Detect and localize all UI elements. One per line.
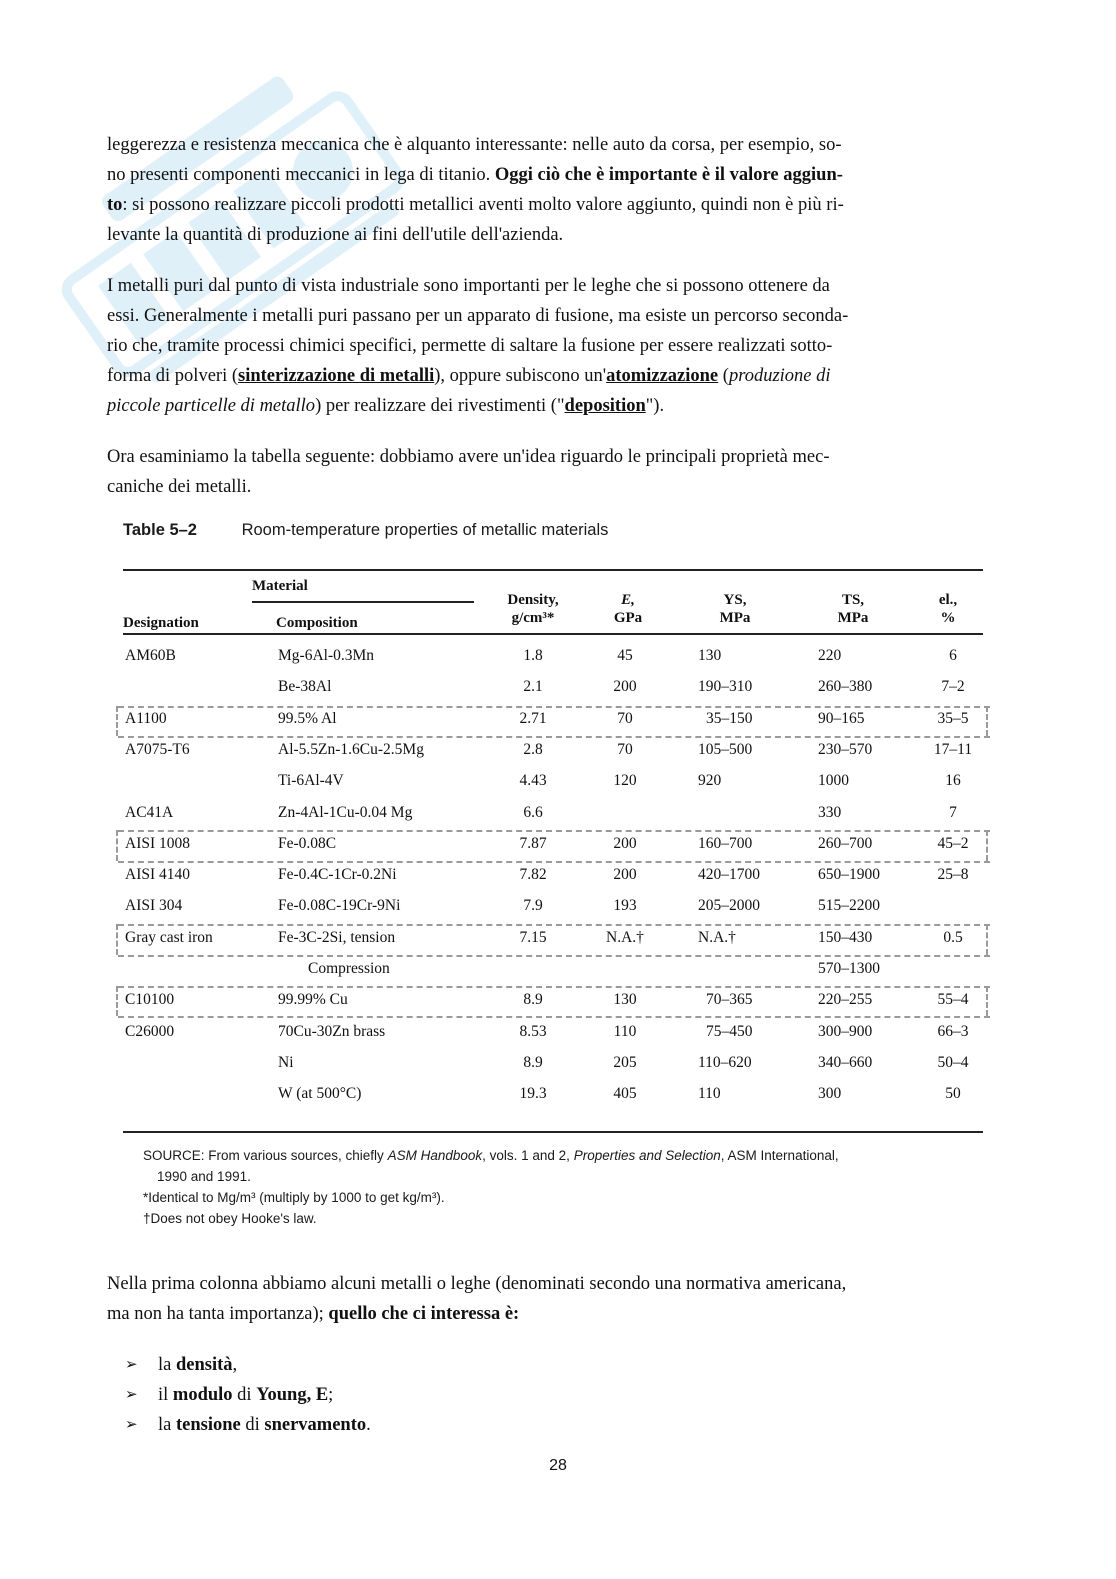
cell-ts: 150–430 — [818, 928, 873, 946]
cell-composition: Mg-6Al-0.3Mn — [278, 647, 375, 664]
text-line: leggerezza e resistenza meccanica che è alquanto interessante: nelle auto da corsa, per esempio, so- — [107, 135, 842, 155]
cell-density: 2.8 — [523, 740, 543, 758]
text-line: Ora esaminiamo la tabella seguente: dobbiamo avere un'idea riguardo le principali proprietà mec- — [107, 447, 830, 467]
table-source-notes — [143, 1145, 963, 1229]
cell-ys: 420–1700 — [698, 866, 760, 884]
highlight-dash — [118, 924, 990, 926]
cell-e: 405 — [613, 1085, 637, 1103]
cell-ts: 515–2200 — [818, 897, 880, 915]
cell-composition: 99.5% Al — [278, 709, 337, 727]
cell-composition: Zn-4Al-1Cu-0.04 Mg — [278, 803, 413, 821]
cell-designation: C26000 — [125, 1022, 175, 1040]
cell-designation: Gray cast iron — [125, 928, 213, 946]
header-composition: Composition — [276, 615, 358, 631]
cell-ys: 190–310 — [698, 678, 753, 696]
cell-designation: A7075-T6 — [125, 740, 190, 758]
highlight-dash — [116, 830, 118, 861]
cell-density: 7.9 — [523, 897, 543, 915]
cell-ys: 205–2000 — [698, 897, 760, 915]
cell-density: 7.15 — [519, 928, 547, 946]
arrow-bullet-icon: ➢ — [125, 1387, 138, 1403]
cell-ts: 570–1300 — [818, 960, 880, 977]
cell-composition: Fe-0.08C-19Cr-9Ni — [278, 897, 401, 915]
cell-density: 19.3 — [519, 1085, 547, 1103]
cell-composition: Ni — [278, 1053, 294, 1071]
text-line: no presenti componenti meccanici in lega di titanio. Oggi ciò che è importante è il valore aggiun- — [107, 165, 843, 185]
paragraph-table-intro — [107, 442, 1010, 502]
paragraph-first-column — [107, 1269, 1010, 1329]
cell-density: 2.1 — [523, 678, 543, 696]
table-top-rule — [123, 569, 983, 571]
cell-el: 16 — [945, 772, 961, 790]
text-line: caniche dei metalli. — [107, 477, 252, 497]
text-line: essi. Generalmente i metalli puri passano per un apparato di fusione, ma esiste un percorso seconda- — [107, 306, 849, 326]
cell-designation: AISI 1008 — [125, 834, 191, 852]
cell-el: 25–8 — [937, 866, 969, 884]
cell-density: 7.82 — [519, 866, 547, 884]
header-material: Material — [252, 578, 308, 594]
cell-ts: 340–660 — [818, 1053, 873, 1071]
table-bottom-rule — [123, 1131, 983, 1133]
list-item — [125, 1410, 371, 1440]
list-item-text: la densità, — [158, 1355, 238, 1375]
header-tensile-strength: TS, MPa — [837, 592, 869, 626]
cell-e: 200 — [613, 866, 637, 884]
source-line: SOURCE: From various sources, chiefly ASM Handbook, vols. 1 and 2, Properties and Selection, ASM International, — [143, 1148, 839, 1163]
list-item-text: la tensione di snervamento. — [158, 1415, 371, 1435]
text-line: rio che, tramite processi chimici specifici, permette di saltare la fusione per essere realizzati sotto- — [107, 336, 833, 356]
cell-el: 6 — [949, 647, 957, 664]
cell-el: 7–2 — [941, 678, 965, 696]
cell-e: 120 — [613, 772, 637, 790]
cell-ys: 75–450 — [706, 1022, 753, 1040]
cell-ts: 260–700 — [818, 834, 873, 852]
cell-composition: Be-38Al — [278, 678, 332, 696]
cell-density: 7.87 — [519, 834, 547, 852]
cell-ys: 110–620 — [698, 1053, 752, 1071]
cell-el: 66–3 — [937, 1022, 969, 1040]
cell-density: 4.43 — [519, 772, 547, 790]
highlight-dash — [986, 986, 988, 1016]
cell-density: 8.53 — [519, 1022, 547, 1040]
cell-e: 110 — [613, 1022, 637, 1040]
list-item — [125, 1380, 371, 1410]
highlight-dash — [118, 986, 990, 988]
table-header-rule — [123, 633, 983, 635]
highlight-dash — [116, 706, 118, 736]
term-deposition: deposition — [564, 396, 646, 416]
cell-ts: 1000 — [818, 772, 849, 790]
highlight-dash — [118, 1016, 990, 1018]
highlight-dash — [118, 830, 990, 832]
cell-e: 200 — [613, 834, 637, 852]
cell-ys: 160–700 — [698, 834, 753, 852]
highlight-dash — [118, 955, 990, 957]
cell-ts: 220–255 — [818, 991, 873, 1009]
table-title: Room-temperature properties of metallic materials — [241, 521, 609, 539]
term-atomizzazione: atomizzazione — [606, 366, 719, 386]
text-line: levante la quantità di produzione ai fini dell'utile dell'azienda. — [107, 225, 564, 245]
header-density: Density, g/cm³* — [507, 592, 559, 626]
list-item-text: il modulo di Young, E; — [158, 1385, 334, 1405]
cell-ts: 90–165 — [818, 709, 865, 727]
cell-ys: 110 — [698, 1085, 721, 1103]
cell-el: 17–11 — [933, 740, 973, 758]
arrow-bullet-icon: ➢ — [125, 1417, 138, 1433]
highlight-dash — [118, 736, 990, 738]
source-line: 1990 and 1991. — [157, 1169, 251, 1184]
highlight-dash — [116, 986, 118, 1016]
term-sinterizzazione: sinterizzazione di metalli — [238, 366, 435, 386]
cell-ys: 130 — [698, 647, 722, 664]
cell-density: 8.9 — [523, 991, 543, 1009]
header-designation: Designation — [123, 615, 199, 631]
highlight-dash — [986, 706, 988, 736]
cell-el: 45–2 — [937, 834, 969, 852]
highlight-dash — [986, 830, 988, 861]
paragraph-intro — [107, 130, 1010, 250]
property-list — [125, 1350, 371, 1440]
cell-el: 55–4 — [937, 991, 969, 1009]
text-line: piccole particelle di metallo) per realizzare dei rivestimenti ("deposition"). — [107, 396, 665, 416]
cell-density: 1.8 — [523, 647, 543, 664]
cell-ts: 260–380 — [818, 678, 873, 696]
cell-ys: N.A.† — [698, 928, 736, 946]
text-line: ma non ha tanta importanza); quello che ci interessa è: — [107, 1304, 520, 1324]
cell-el: 0.5 — [943, 928, 963, 946]
footnote-hooke: †Does not obey Hooke's law. — [143, 1211, 317, 1226]
header-modulus: E, GPa — [613, 592, 643, 626]
text-line: forma di polveri (sinterizzazione di metalli), oppure subiscono un'atomizzazione (produzione di — [107, 366, 831, 386]
table-caption — [123, 521, 608, 540]
cell-ts: 650–1900 — [818, 866, 880, 884]
arrow-bullet-icon: ➢ — [125, 1357, 138, 1373]
highlight-dash — [118, 861, 990, 863]
cell-el: 50 — [945, 1085, 961, 1103]
cell-e: 200 — [613, 678, 637, 696]
cell-ts: 300 — [818, 1085, 842, 1103]
cell-ys: 105–500 — [698, 740, 753, 758]
highlight-dash — [986, 924, 988, 955]
cell-designation: C10100 — [125, 991, 175, 1009]
cell-el: 35–5 — [937, 709, 969, 727]
cell-composition: Fe-0.4C-1Cr-0.2Ni — [278, 866, 397, 884]
cell-designation: AISI 304 — [125, 897, 183, 915]
table-number: Table 5–2 — [123, 521, 197, 539]
cell-designation: AM60B — [125, 647, 176, 664]
page-number: 28 — [549, 1457, 567, 1474]
cell-ys: 70–365 — [706, 991, 753, 1009]
cell-composition: W (at 500°C) — [278, 1085, 362, 1103]
highlight-dash — [118, 706, 990, 708]
cell-composition: Ti-6Al-4V — [278, 772, 344, 790]
text-line: Nella prima colonna abbiamo alcuni metalli o leghe (denominati secondo una normativa americana, — [107, 1274, 847, 1294]
cell-ys: 920 — [698, 772, 722, 790]
cell-e: 130 — [613, 991, 637, 1009]
cell-e: 205 — [613, 1053, 637, 1071]
cell-density: 6.6 — [523, 803, 543, 821]
cell-ts: 330 — [818, 803, 842, 821]
paragraph-pure-metals — [107, 271, 1010, 421]
header-yield-strength: YS, MPa — [719, 592, 751, 626]
cell-composition: 99.99% Cu — [278, 991, 348, 1009]
cell-composition: Compression — [308, 960, 390, 977]
cell-el: 50–4 — [937, 1053, 969, 1071]
cell-e: 70 — [617, 709, 633, 727]
cell-designation: AC41A — [125, 803, 174, 821]
cell-density: 2.71 — [519, 709, 547, 727]
cell-designation: A1100 — [125, 709, 167, 727]
cell-density: 8.9 — [523, 1053, 543, 1071]
text-line: to: si possono realizzare piccoli prodotti metallici aventi molto valore aggiunto, quindi non è più ri- — [107, 195, 844, 215]
cell-e: 45 — [617, 647, 633, 664]
material-header-rule — [252, 601, 474, 603]
cell-e: 193 — [613, 897, 637, 915]
cell-el: 7 — [949, 803, 957, 821]
header-elongation: el., % — [938, 592, 958, 626]
cell-ts: 230–570 — [818, 740, 873, 758]
footnote-density: *Identical to Mg/m³ (multiply by 1000 to get kg/m³). — [143, 1190, 445, 1205]
cell-ts: 300–900 — [818, 1022, 873, 1040]
cell-e: 70 — [617, 740, 633, 758]
cell-designation: AISI 4140 — [125, 866, 191, 884]
cell-ys: 35–150 — [706, 709, 753, 727]
cell-composition: Fe-3C-2Si, tension — [278, 928, 396, 946]
cell-composition: 70Cu-30Zn brass — [278, 1022, 386, 1040]
cell-composition: Fe-0.08C — [278, 834, 337, 852]
cell-ts: 220 — [818, 647, 842, 664]
highlight-dash — [116, 924, 118, 955]
cell-e: N.A.† — [606, 928, 644, 946]
cell-composition: Al-5.5Zn-1.6Cu-2.5Mg — [278, 740, 424, 758]
list-item — [125, 1350, 371, 1380]
text-line: I metalli puri dal punto di vista industriale sono importanti per le leghe che si possono ottenere da — [107, 276, 830, 296]
